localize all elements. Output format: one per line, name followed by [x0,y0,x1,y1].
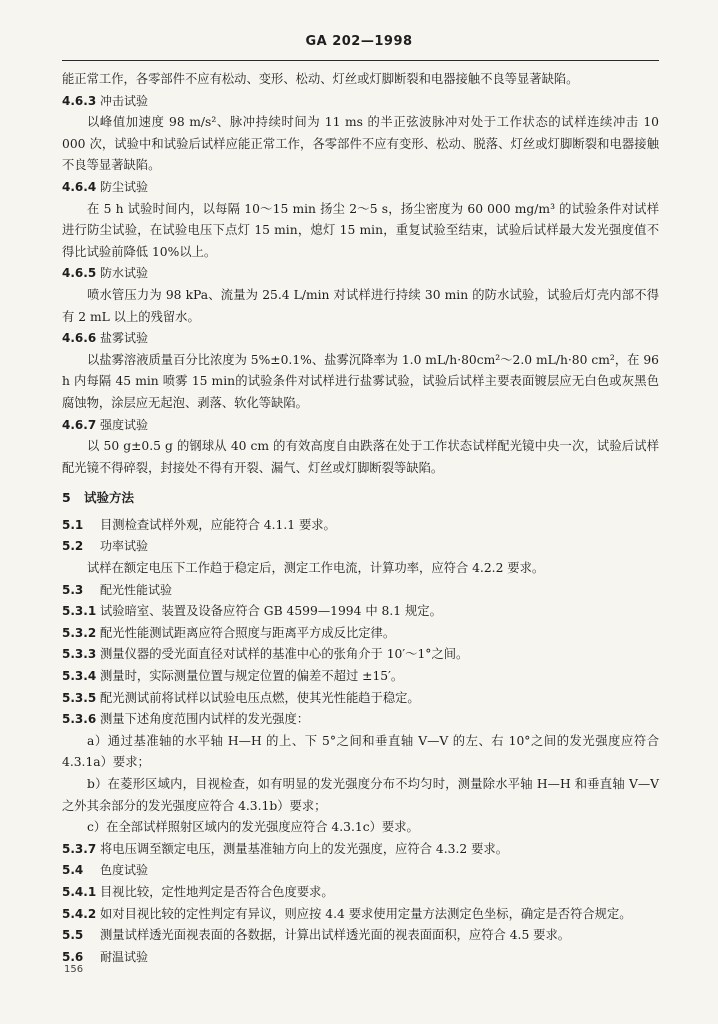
chapter-heading [62,487,659,509]
numbered-clause [62,839,659,861]
paragraph: 以 50 g±0.5 g 的钢球从 40 cm 的有效高度自由跌落在处于工作状态试样配光镜中央一次，试验后试样配光镜不得碎裂，封接处不得有开裂、漏气、灯丝或灯脚断裂等缺陷。 [62,439,659,475]
document-body [62,69,659,968]
section-heading [62,947,659,969]
section-heading [62,536,659,558]
paragraph: 以峰值加速度 98 m/s²、脉冲持续时间为 11 ms 的半正弦波脉冲对处于工作状态的试样连续冲击 10 000 次，试验中和试验后试样应能正常工作，各零部件不应有变形、松动、脱落、灯丝或灯脚断裂和电器接触不良等显著缺陷。 [62,115,659,173]
section-number: 4.6.4 [62,179,97,194]
numbered-clause [62,515,659,537]
section-heading [62,328,659,350]
paragraph: c）在全部试样照射区域内的发光强度应符合 4.3.1c）要求。 [87,820,419,835]
clause-number: 5.5 [62,928,84,943]
section-number: 5.4 [62,863,84,878]
header-rule [62,60,659,61]
numbered-clause [62,666,659,688]
clause-number: 5.3.3 [62,647,97,662]
clause-text: 测量时，实际测量位置与规定位置的偏差不超过 ±15′。 [100,669,404,684]
section-heading [62,177,659,199]
section-number: 4.6.5 [62,266,97,281]
section-title: 试验方法 [84,490,135,506]
section-heading [62,580,659,602]
section-title: 强度试验 [100,417,149,432]
section-number: 5.6 [62,949,84,964]
page-number: 156 [64,964,84,975]
clause-number: 5.4.2 [62,906,97,921]
clause-text: 试验暗室、装置及设备应符合 GB 4599—1994 中 8.1 规定。 [100,604,442,619]
clause-text: 配光测试前将试样以试验电压点燃，使其光性能趋于稳定。 [100,690,420,705]
numbered-clause [62,904,659,926]
clause-number: 5.4.1 [62,884,97,899]
paragraph: 喷水管压力为 98 kPa、流量为 25.4 L/min 对试样进行持续 30 min 的防水试验，试验后灯壳内部不得有 2 mL 以上的残留水。 [62,287,659,324]
numbered-clause [62,644,659,666]
clause-number: 5.3.5 [62,690,97,705]
section-heading [62,415,659,437]
numbered-clause [62,601,659,623]
paragraph: a）通过基准轴的水平轴 H—H 的上、下 5°之间和垂直轴 V—V 的左、右 10°之间的发光强度应符合 4.3.1a）要求； [62,733,659,770]
section-heading [62,263,659,285]
section-title: 冲击试验 [100,93,149,108]
section-title: 防水试验 [100,266,149,281]
section-title: 配光性能试验 [100,582,173,597]
clause-text: 测量下述角度范围内试样的发光强度： [100,712,310,727]
clause-number: 5.3.6 [62,712,97,727]
section-number: 5.2 [62,539,84,554]
section-title: 色度试验 [100,863,149,878]
section-title: 耐温试验 [100,949,149,964]
paragraph: b）在菱形区域内，目视检查，如有明显的发光强度分布不均匀时，测量除水平轴 H—H 和垂直轴 V—V 之外其余部分的发光强度应符合 4.3.1b）要求； [62,777,659,813]
section-heading [62,91,659,113]
clause-text: 配光性能测试距离应符合照度与距离平方成反比定律。 [100,625,396,640]
numbered-clause [62,688,659,710]
clause-number: 5.3.4 [62,669,97,684]
clause-text: 目视比较，定性地判定是否符合色度要求。 [100,884,334,899]
section-title: 盐雾试验 [100,331,149,346]
paragraph: 在 5 h 试验时间内，以每隔 10～15 min 扬尘 2～5 s，扬尘密度为 60 000 mg/m³ 的试验条件对试样进行防尘试验，在试验电压下点灯 15 min，熄灯 15 min，重复试验至结束，试验后试样最大发光强度值不得比试验前降低 10%以上。 [62,201,659,259]
clause-number: 5.3.7 [62,841,97,856]
clause-number: 5.3.2 [62,625,97,640]
section-number: 4.6.6 [62,331,97,346]
section-heading [62,860,659,882]
clause-number: 5.1 [62,517,84,532]
clause-text: 测量仪器的受光面直径对试样的基准中心的张角介于 10′～1°之间。 [100,647,469,662]
clause-text: 将电压调至额定电压，测量基准轴方向上的发光强度，应符合 4.3.2 要求。 [100,841,509,856]
section-title: 防尘试验 [100,179,149,194]
section-title: 功率试验 [100,539,149,554]
paragraph: 以盐雾溶液质量百分比浓度为 5%±0.1%、盐雾沉降率为 1.0 mL/h·80cm²～2.0 mL/h·80 cm²，在 96 h 内每隔 45 min 喷雾 15 min的试验条件对试样进行盐雾试验，试验后试样主要表面镀层应无白色或灰黑色腐蚀物，涂层应无起泡、剥落、软化等缺陷。 [62,352,659,410]
clause-number: 5.3.1 [62,604,97,619]
clause-text: 测量试样透光面视表面的各数据，计算出试样透光面的视表面面积，应符合 4.5 要求。 [100,928,571,943]
standard-header: GA 202—1998 [305,34,413,49]
section-number: 4.6.3 [62,93,97,108]
section-number: 5 [62,490,71,506]
section-number: 4.6.7 [62,417,97,432]
numbered-clause [62,709,659,731]
section-number: 5.3 [62,582,84,597]
numbered-clause [62,882,659,904]
paragraph: 试样在额定电压下工作趋于稳定后，测定工作电流，计算功率，应符合 4.2.2 要求。 [87,561,545,576]
clause-text: 如对目视比较的定性判定有异议，则应按 4.4 要求使用定量方法测定色坐标，确定是否符合规定。 [100,906,632,921]
numbered-clause [62,925,659,947]
clause-text: 目测检查试样外观，应能符合 4.1.1 要求。 [100,517,336,532]
paragraph: 能正常工作，各零部件不应有松动、变形、松动、灯丝或灯脚断裂和电器接触不良等显著缺陷。 [62,72,579,86]
numbered-clause [62,623,659,645]
